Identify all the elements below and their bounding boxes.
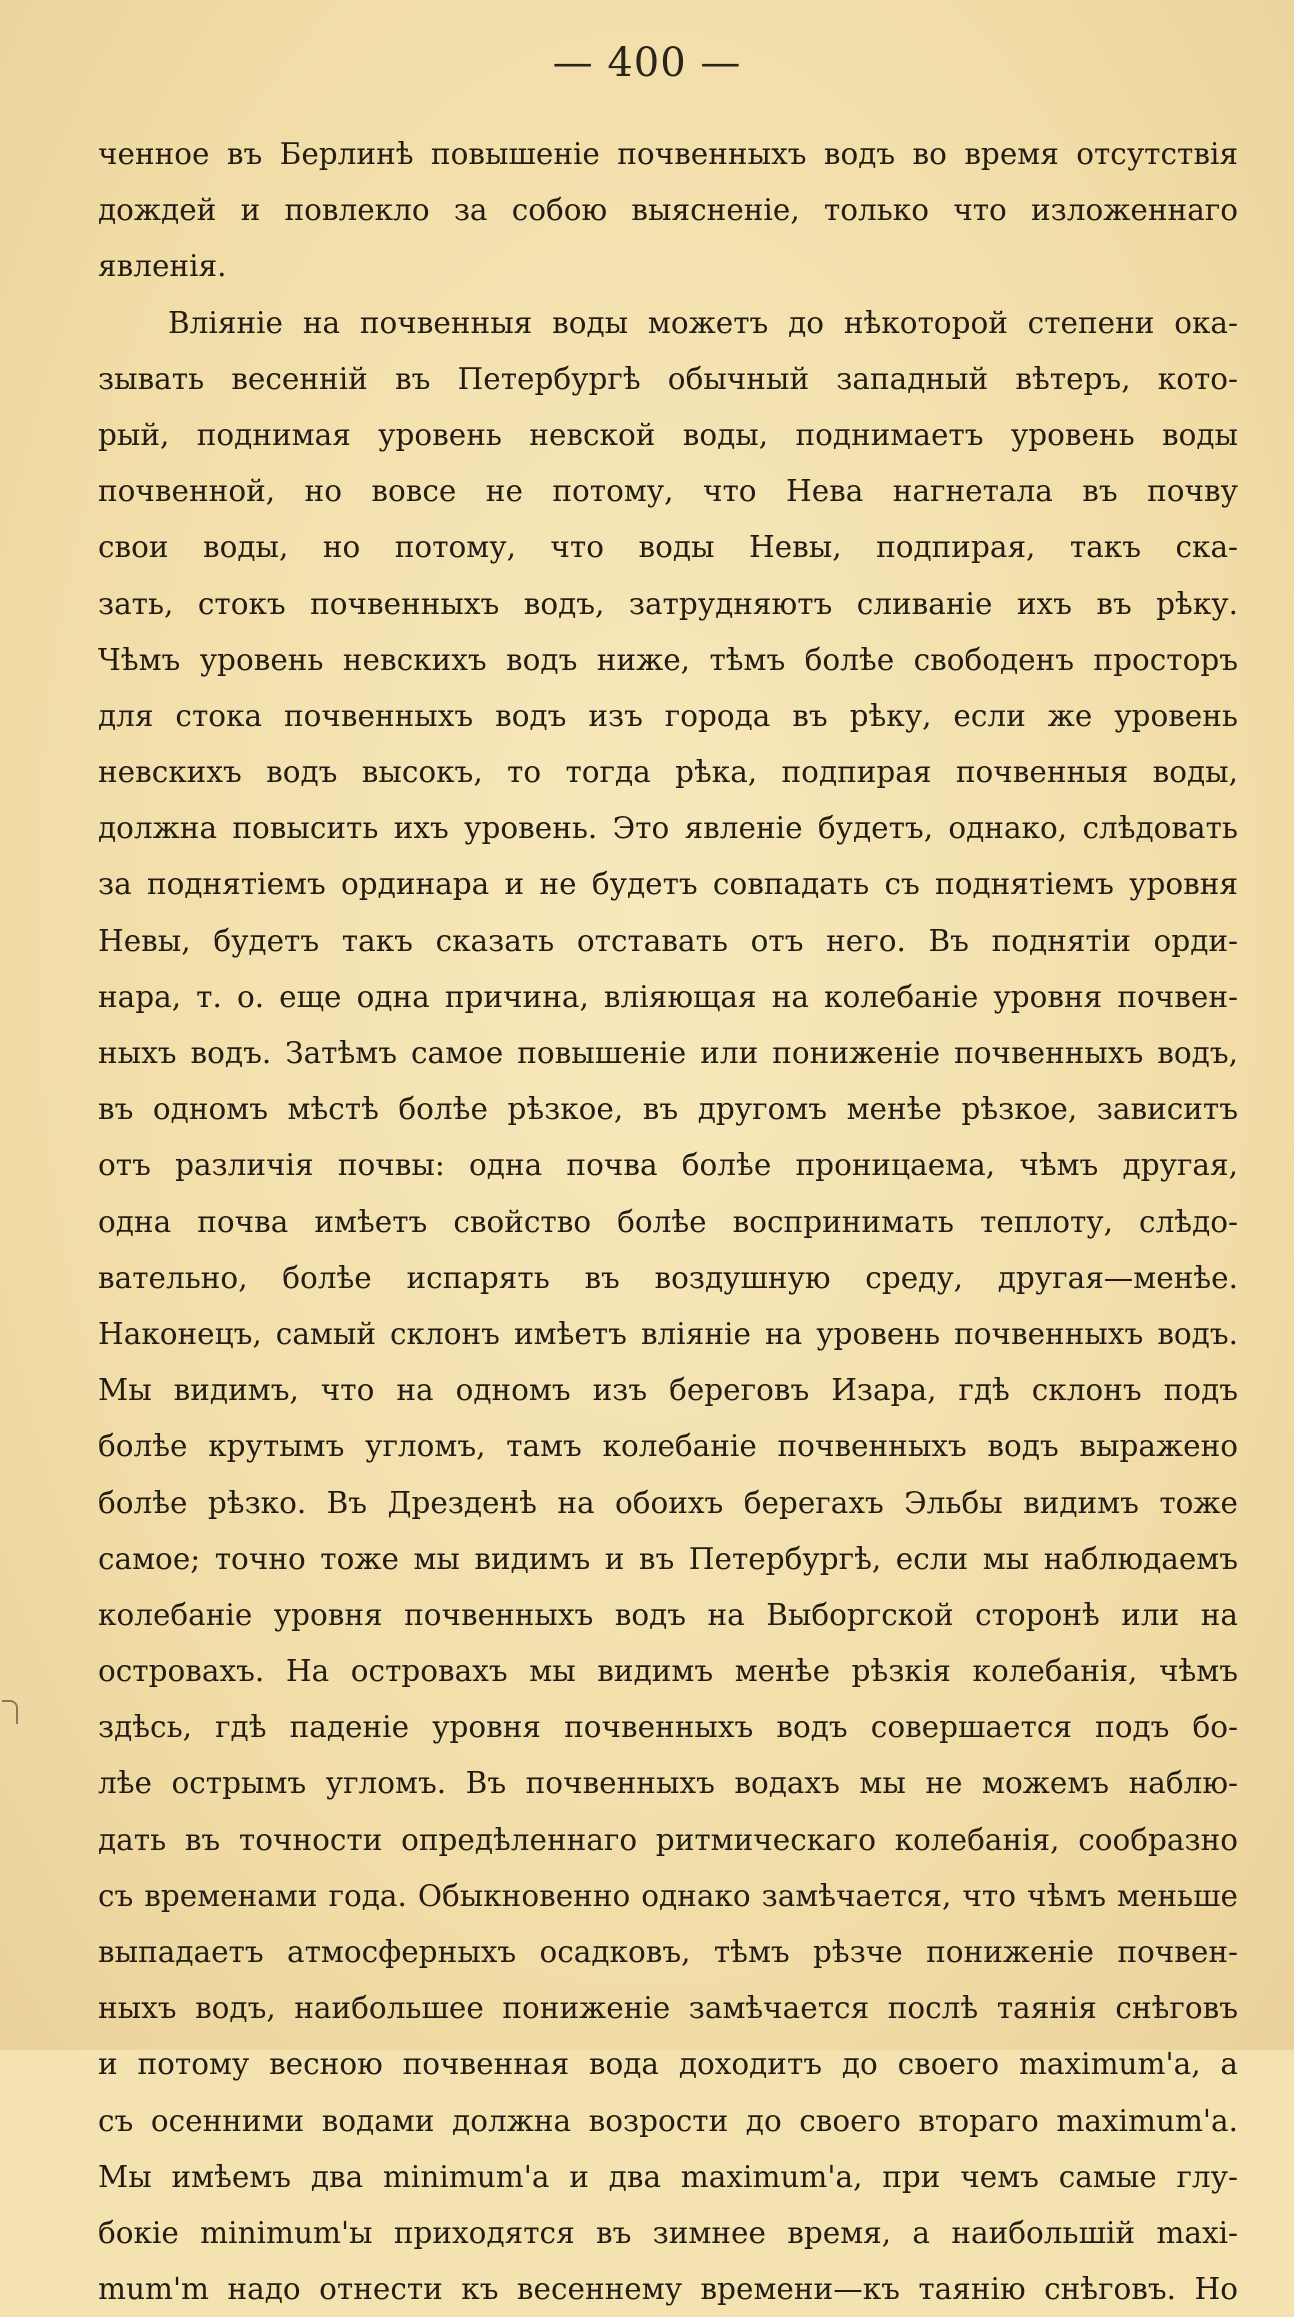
text-line: колебаніе уровня почвенныхъ водъ на Выборгской сторонѣ или на [98, 1597, 1238, 1632]
text-line: дождей и повлекло за собою выясненіе, только что изложеннаго [98, 193, 1238, 228]
text-line: бокіе minimum'ы приходятся въ зимнее время, а наибольшій maxi- [98, 2215, 1238, 2250]
text-line: самое; точно тоже мы видимъ и въ Петербургѣ, если мы наблюдаемъ [98, 1541, 1238, 1576]
text-line: ныхъ водъ. Затѣмъ самое повышеніе или пониженіе почвенныхъ водъ, [98, 1036, 1238, 1070]
text-line: вательно, болѣе испарять въ воздушную среду, другая—менѣе. [98, 1260, 1238, 1295]
text-line: съ временами года. Обыкновенно однако замѣчается, что чѣмъ меньше [98, 1878, 1238, 1913]
text-line: свои воды, но потому, что воды Невы, подпирая, такъ ска- [98, 530, 1238, 565]
text-line: Невы, будетъ такъ сказать отставать отъ него. Въ поднятіи орди- [98, 923, 1238, 958]
text-line: здѣсь, гдѣ паденіе уровня почвенныхъ водъ совершается подъ бо- [98, 1710, 1238, 1745]
text-line: дать въ точности опредѣленнаго ритмическаго колебанія, сообразно [98, 1822, 1238, 1857]
text-line: отъ различія почвы: одна почва болѣе проницаема, чѣмъ другая, [98, 1148, 1238, 1183]
text-line: и потому весною почвенная вода доходитъ до своего maximum'а, а [98, 2047, 1238, 2082]
paragraph-start-line: Вліяніе на почвенныя воды можетъ до нѣкоторой степени ока- [168, 305, 1238, 340]
text-line: Чѣмъ уровень невскихъ водъ ниже, тѣмъ болѣе свободенъ просторъ [98, 642, 1238, 677]
body-text [98, 126, 1238, 2317]
text-line: болѣе крутымъ угломъ, тамъ колебаніе почвенныхъ водъ выражено [98, 1429, 1238, 1464]
text-line: въ одномъ мѣстѣ болѣе рѣзкое, въ другомъ менѣе рѣзкое, зависитъ [98, 1092, 1238, 1127]
text-line: съ осенними водами должна возрости до своего втораго maximum'а. [98, 2103, 1238, 2138]
text-line: рый, поднимая уровень невской воды, поднимаетъ уровень воды [98, 417, 1238, 452]
text-line: одна почва имѣетъ свойство болѣе воспринимать теплоту, слѣдо- [98, 1204, 1238, 1239]
text-line: должна повысить ихъ уровень. Это явленіе будетъ, однако, слѣдовать [98, 811, 1238, 846]
text-line: явленія. [98, 249, 227, 284]
text-line: зать, стокъ почвенныхъ водъ, затрудняютъ сливаніе ихъ въ рѣку. [98, 586, 1238, 621]
text-line: болѣе рѣзко. Въ Дрезденѣ на обоихъ берегахъ Эльбы видимъ тоже [98, 1485, 1238, 1520]
text-line: Мы имѣемъ два minimum'а и два maximum'а, при чемъ самые глу- [98, 2159, 1238, 2194]
page-number: — 400 — [552, 40, 742, 86]
text-line: за поднятіемъ ординара и не будетъ совпадать съ поднятіемъ уровня [98, 867, 1238, 902]
text-line: выпадаетъ атмосферныхъ осадковъ, тѣмъ рѣзче пониженіе почвен- [98, 1935, 1238, 1969]
text-line: лѣе острымъ угломъ. Въ почвенныхъ водахъ мы не можемъ наблю- [98, 1766, 1238, 1801]
text-line: mum'm надо отнести къ весеннему времени—къ таянію снѣговъ. Но [98, 2272, 1238, 2307]
text-line: почвенной, но вовсе не потому, что Нева нагнетала въ почву [98, 474, 1238, 509]
text-line: ныхъ водъ, наибольшее пониженіе замѣчается послѣ таянія снѣговъ [98, 1991, 1238, 2026]
text-line: для стока почвенныхъ водъ изъ города въ рѣку, если же уровень [98, 698, 1238, 733]
text-line: Наконецъ, самый склонъ имѣетъ вліяніе на уровень почвенныхъ водъ. [98, 1316, 1238, 1351]
text-line: нара, т. о. еще одна причина, вліяющая на колебаніе уровня почвен- [98, 979, 1238, 1014]
text-line: островахъ. На островахъ мы видимъ менѣе рѣзкія колебанія, чѣмъ [98, 1654, 1238, 1689]
text-line: ченное въ Берлинѣ повышеніе почвенныхъ водъ во время отсутствія [98, 137, 1238, 171]
margin-bracket-mark [2, 1700, 18, 1724]
text-line: Мы видимъ, что на одномъ изъ береговъ Изара, гдѣ склонъ подъ [98, 1373, 1238, 1408]
text-line: зывать весенній въ Петербургѣ обычный западный вѣтеръ, кото- [98, 361, 1238, 396]
text-line: невскихъ водъ высокъ, то тогда рѣка, подпирая почвенныя воды, [98, 755, 1238, 790]
